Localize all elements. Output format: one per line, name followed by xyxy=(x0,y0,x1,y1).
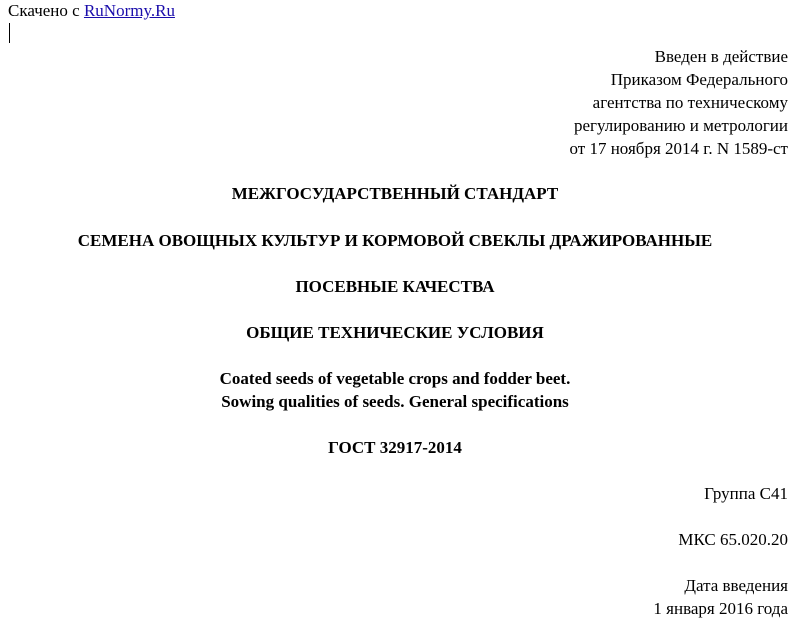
runormy-link[interactable]: RuNormy.Ru xyxy=(83,1,175,20)
gost-number: ГОСТ 32917-2014 xyxy=(328,438,462,457)
approval-line: регулированию и метрологии xyxy=(573,116,788,135)
effective-date-value: 1 января 2016 года xyxy=(653,599,788,618)
document-title: СЕМЕНА ОВОЩНЫХ КУЛЬТУР И КОРМОВОЙ СВЕКЛЫ ДРАЖИРОВАННЫЕ xyxy=(77,231,713,250)
document-subtitle: ПОСЕВНЫЕ КАЧЕСТВА xyxy=(295,277,495,296)
effective-date-label: Дата введения xyxy=(684,576,788,595)
group-label: Группа С41 xyxy=(704,484,788,503)
english-title-line1: Coated seeds of vegetable crops and fodder beet. xyxy=(219,369,571,388)
source-prefix: Скачено с xyxy=(8,1,84,20)
approval-line: Приказом Федерального xyxy=(610,70,788,89)
standard-type-heading: МЕЖГОСУДАРСТВЕННЫЙ СТАНДАРТ xyxy=(231,184,559,203)
approval-line: от 17 ноября 2014 г. N 1589-ст xyxy=(569,139,788,158)
source-line xyxy=(8,1,175,21)
english-title-line2: Sowing qualities of seeds. General specifications xyxy=(221,392,569,411)
text-cursor xyxy=(9,23,10,43)
mks-label: МКС 65.020.20 xyxy=(678,530,788,549)
approval-line: агентства по техническому xyxy=(592,93,788,112)
approval-line: Введен в действие xyxy=(654,47,788,66)
conditions-heading: ОБЩИЕ ТЕХНИЧЕСКИЕ УСЛОВИЯ xyxy=(246,323,544,342)
approval-block xyxy=(570,45,789,160)
